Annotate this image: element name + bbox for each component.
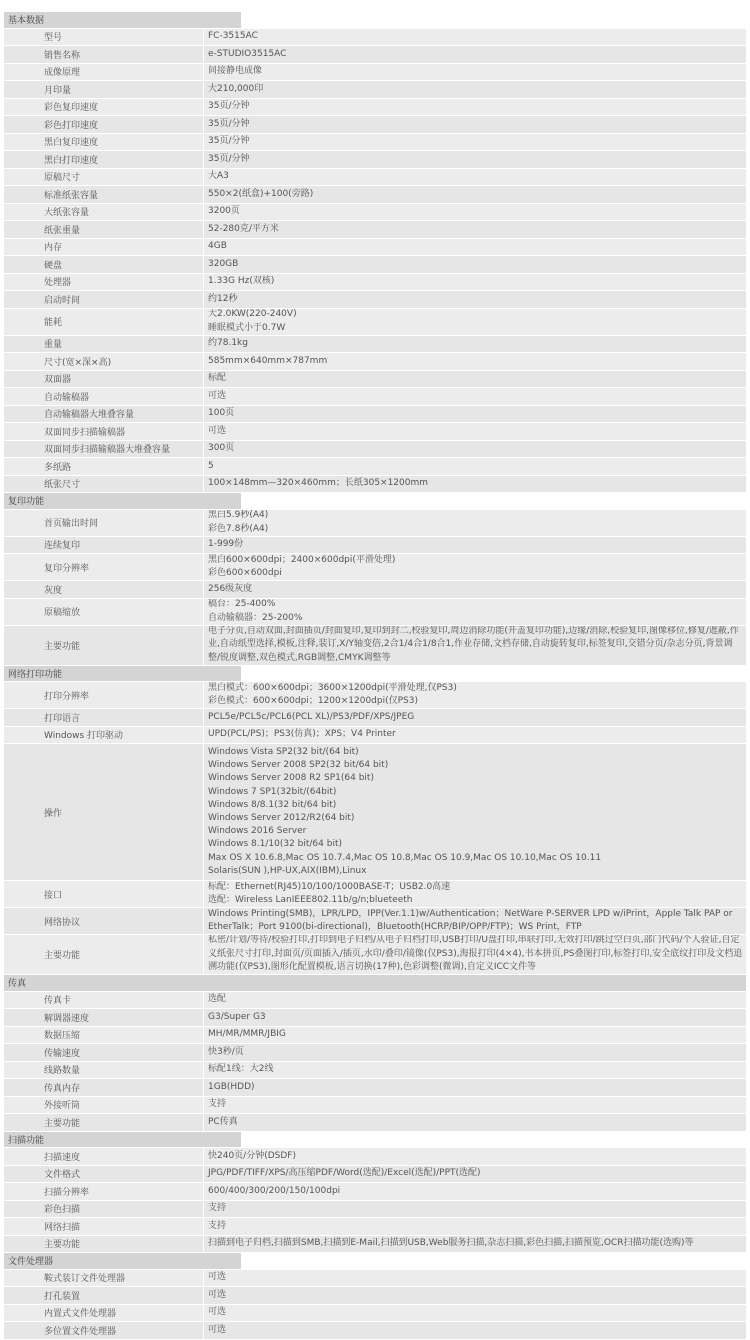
spec-value-line: 睡眠模式小于0.7W [208, 322, 286, 333]
spec-value-line: 黑白模式：600×600dpi；3600×1200dpi(平滑处理,仅PS3) [208, 682, 457, 693]
spec-value [203, 406, 746, 423]
spec-value-line: 100页 [208, 408, 235, 419]
spec-value [203, 1305, 746, 1322]
spec-row [4, 744, 746, 881]
spec-label: 标准纸张容量 [44, 190, 99, 201]
spec-value-line: Windows Server 2008 SP2(32 bit/64 bit) [208, 760, 389, 771]
spec-value-line: 黑白5.9秒(A4) [208, 510, 269, 521]
section-title: 传真 [4, 975, 746, 991]
section-title: 网络打印功能 [4, 666, 241, 682]
spec-value [203, 626, 746, 665]
spec-value [203, 1062, 746, 1079]
spec-value-line: 35页/分钟 [208, 136, 250, 147]
spec-value-line: 快3秒/页 [208, 1046, 244, 1057]
spec-label: 启动时间 [44, 295, 81, 306]
spec-label: 大纸张容量 [44, 208, 90, 219]
spec-value-line: Windows 7 SP1(32bit/(64bit) [208, 786, 337, 797]
spec-label: 首页输出时间 [44, 519, 99, 529]
spec-row [4, 682, 746, 709]
spec-value-line: Windows Server 2008 R2 SP1(64 bit) [208, 773, 374, 784]
spec-value-line: Solaris(SUN ),HP-UX,AIX(IBM),Linux [208, 865, 367, 876]
spec-row [4, 1009, 746, 1027]
spec-value [203, 309, 746, 335]
spec-value-line: 可选 [208, 390, 227, 401]
spec-value [203, 46, 746, 63]
spec-value-line: 支持 [208, 1220, 227, 1231]
spec-label: 重量 [44, 340, 63, 351]
spec-value-line: 可选 [208, 425, 227, 436]
spec-label: 内存 [44, 243, 63, 254]
spec-value-line: 35页/分钟 [208, 153, 250, 164]
spec-label: 自动输稿器 [44, 392, 90, 403]
spec-label: 主要功能 [44, 641, 81, 652]
spec-value-line: 标配：Ethernet(RJ45)10/100/1000BASE-T；USB2.0高速 [208, 881, 451, 892]
spec-value-line: 5 [208, 460, 214, 471]
spec-row [4, 388, 746, 406]
spec-value [203, 458, 746, 475]
spec-value [203, 1166, 746, 1183]
spec-value-line: Windows Server 2012/R2(64 bit) [208, 813, 355, 824]
spec-label: 彩色扫描 [44, 1205, 81, 1216]
spec-value [203, 1287, 746, 1304]
spec-value [203, 134, 746, 151]
spec-row [4, 309, 746, 336]
spec-value-line: 自动输稿器：25-200% [208, 612, 303, 623]
spec-value-line: 大2.0KW(220-240V) [208, 309, 297, 320]
spec-label: 数据压缩 [44, 1031, 81, 1042]
spec-label: 多位置文件处理器 [44, 1326, 117, 1337]
spec-value [203, 476, 746, 493]
spec-value [203, 99, 746, 116]
spec-label: 鞍式装订文件处理器 [44, 1274, 126, 1285]
spec-value-line: 52-280克/平方米 [208, 223, 279, 234]
spec-value-line: 电子分页,自动双面,封面插页/封面复印,复印到封二,校验复印,周边消除功能(开盖复印功能),边缘/消除,校验复印,图像移位,修复/遮蔽,作业,自动纸型选择,模板,注释,装订,X/Y轴变倍,2合1/4合1/8合1,作业存储,文档存储,自动旋转复印,标签复印,交错分页/杂志分页,背景调整/锐度调整,双色模式,RGB调整,CMYK调整等 [208, 625, 739, 663]
spec-row [4, 1218, 746, 1236]
spec-value [203, 881, 746, 907]
spec-label: 月印量 [44, 85, 72, 96]
spec-value [203, 744, 746, 880]
spec-row [4, 1027, 746, 1045]
spec-label: 主要功能 [44, 1118, 81, 1129]
spec-row [4, 908, 746, 935]
spec-row [4, 554, 746, 581]
spec-row [4, 406, 746, 424]
spec-label: 内置式文件处理器 [44, 1309, 117, 1320]
spec-row [4, 881, 746, 908]
spec-value-line: JPG/PDF/TIFF/XPS/高压缩PDF/Word(选配)/Excel(选配)/PPT(选配) [208, 1168, 481, 1179]
section-title: 复印功能 [4, 493, 241, 509]
spec-value [203, 599, 746, 625]
section-title: 文件处理器 [4, 1253, 241, 1269]
spec-row [4, 353, 746, 371]
spec-value-line: 约12秒 [208, 293, 238, 304]
spec-value-line: UPD(PCL/PS)；PS3(仿真)；XPS；V4 Printer [208, 729, 396, 740]
spec-value-line: G3/Super G3 [208, 1011, 266, 1022]
spec-value [203, 1218, 746, 1235]
spec-label: 双面同步扫描输稿器 [44, 427, 126, 438]
spec-value [203, 116, 746, 133]
spec-row [4, 626, 746, 666]
spec-label: 操作 [44, 808, 63, 819]
spec-label: 打印语言 [44, 713, 81, 724]
spec-label: 原稿缩放 [44, 608, 81, 618]
spec-value-line: 大210,000印 [208, 83, 264, 94]
spec-value-line: Max OS X 10.6.8,Mac OS 10.7.4,Mac OS 10.8,Mac OS 10.9,Mac OS 10.10,Mac OS 10.11 [208, 852, 602, 863]
spec-label: 外接听筒 [44, 1101, 81, 1112]
spec-value [203, 239, 746, 256]
spec-value [203, 353, 746, 370]
spec-row [4, 1322, 746, 1340]
spec-label: 双面同步扫描输稿器大堆叠容量 [44, 445, 171, 456]
spec-value [203, 1079, 746, 1096]
spec-value-line: PC传真 [208, 1116, 238, 1127]
spec-label: 自动输稿器大堆叠容量 [44, 410, 135, 421]
spec-row [4, 169, 746, 187]
spec-label: 纸张重量 [44, 225, 81, 236]
spec-row [4, 458, 746, 476]
spec-value [203, 151, 746, 168]
spec-value-line: 大A3 [208, 171, 229, 182]
spec-label: 纸张尺寸 [44, 480, 81, 491]
spec-row [4, 29, 746, 47]
spec-value-line: 可选 [208, 1272, 227, 1283]
spec-label: 型号 [44, 33, 63, 44]
spec-value-line: 1GB(HDD) [208, 1081, 255, 1092]
spec-row [4, 476, 746, 494]
spec-label: 传真卡 [44, 996, 72, 1007]
spec-label: 文件格式 [44, 1170, 81, 1181]
section-header [4, 493, 746, 510]
spec-label: 黑白复印速度 [44, 138, 99, 149]
spec-value-line: Windows 2016 Server [208, 826, 307, 837]
spec-value-line: 600/400/300/200/150/100dpi [208, 1185, 341, 1196]
spec-value [203, 581, 746, 598]
spec-value-line: 100×148mm—320×460mm；长纸305×1200mm [208, 478, 429, 489]
spec-value [203, 1322, 746, 1339]
spec-row [4, 599, 746, 626]
spec-label: 双面器 [44, 375, 72, 386]
spec-value [203, 1009, 746, 1026]
spec-value [203, 1027, 746, 1044]
spec-table [4, 12, 746, 1340]
spec-row [4, 1236, 746, 1254]
spec-row [4, 581, 746, 599]
spec-value-line: 550×2(纸盒)+100(旁路) [208, 188, 314, 199]
spec-value-line: 彩色600×600dpi [208, 568, 282, 578]
spec-value [203, 709, 746, 726]
spec-row [4, 99, 746, 117]
spec-row [4, 1305, 746, 1323]
spec-row [4, 992, 746, 1010]
spec-value-line: 支持 [208, 1203, 227, 1214]
spec-label: 主要功能 [44, 1240, 81, 1251]
spec-value-line: 300页 [208, 443, 235, 454]
spec-value-line: 标配1线：大2线 [208, 1064, 274, 1075]
spec-value [203, 1148, 746, 1165]
spec-value [203, 81, 746, 98]
spec-label: 尺寸(宽×深×高) [44, 357, 112, 368]
spec-label: 接口 [44, 890, 63, 901]
spec-row [4, 221, 746, 239]
spec-label: 原稿尺寸 [44, 173, 81, 184]
spec-value-line: 选配 [208, 994, 227, 1005]
spec-value [203, 908, 746, 934]
spec-row [4, 274, 746, 292]
spec-value [203, 1201, 746, 1218]
spec-row [4, 116, 746, 134]
spec-value-line: 彩色7.8秒(A4) [208, 523, 269, 534]
spec-value-line: 4GB [208, 241, 227, 252]
spec-value-line: FC-3515AC [208, 31, 258, 42]
spec-label: 复印分辨率 [44, 563, 90, 574]
spec-label: 扫描速度 [44, 1152, 81, 1163]
spec-row [4, 935, 746, 975]
spec-row [4, 81, 746, 99]
spec-value-line: Windows 8.1/10(32 bit/64 bit) [208, 839, 342, 850]
spec-value-line: 35页/分钟 [208, 101, 250, 112]
spec-label: 硬盘 [44, 260, 63, 271]
spec-label: 解调器速度 [44, 1013, 90, 1024]
spec-value-line: 3200页 [208, 206, 240, 217]
spec-row [4, 46, 746, 64]
spec-row [4, 709, 746, 727]
spec-row [4, 727, 746, 745]
spec-row [4, 134, 746, 152]
spec-value [203, 336, 746, 353]
spec-value-line: 35页/分钟 [208, 118, 250, 129]
spec-value-line: 扫描到电子归档,扫描到SMB,扫描到E-Mail,扫描到USB,Web服务扫描,杂志扫描,彩色扫描,扫描预览,OCR扫描功能(选购)等 [208, 1238, 694, 1249]
spec-value-line: 585mm×640mm×787mm [208, 355, 328, 366]
spec-row [4, 239, 746, 257]
spec-value [203, 1114, 746, 1131]
spec-value-line: 选配：Wireless LanIEEE802.11b/g/n;blueteeth [208, 895, 413, 906]
spec-value [203, 1270, 746, 1287]
spec-row [4, 1148, 746, 1166]
spec-label: 主要功能 [44, 951, 81, 962]
spec-value-line: 可选 [208, 1307, 227, 1318]
spec-row [4, 186, 746, 204]
spec-value-line: e-STUDIO3515AC [208, 48, 287, 59]
spec-value [203, 554, 746, 580]
spec-row [4, 1201, 746, 1219]
spec-value-line: 支持 [208, 1099, 227, 1110]
spec-value [203, 1097, 746, 1114]
section-title: 基本数据 [4, 12, 241, 28]
spec-label: 连续复印 [44, 541, 81, 552]
spec-value-line: 私密/计划/等待/校验打印,打印到电子归档/从电子归档打印,USB打印/U盘打印,串联打印,无效打印/跳过空白页,部门代码/个人验证,自定义纸张尺寸打印,封面页/页面插入/插页,水印/叠印/镜像(仅PS3),海报打印(4×4),书本拼页,PS叠图打印,标签打印,安全底纹打印及文档追溯功能(仅PS3),图形化配置模板,语言切换(17种),色彩调整(微调),自定义ICC文件等 [208, 935, 743, 973]
spec-value-line: 标配 [208, 373, 227, 384]
section-header [4, 666, 746, 683]
spec-value [203, 186, 746, 203]
spec-label: 灰度 [44, 585, 63, 596]
spec-row [4, 1183, 746, 1201]
spec-value-line: 黑白600×600dpi；2400×600dpi(平滑处理) [208, 554, 396, 565]
spec-label: Windows 打印驱动 [44, 731, 124, 742]
spec-value-line: 可选 [208, 1324, 227, 1335]
spec-row [4, 1166, 746, 1184]
spec-label: 成像原理 [44, 68, 81, 79]
spec-label: 打印分辨率 [44, 691, 90, 702]
spec-row [4, 1044, 746, 1062]
spec-row [4, 151, 746, 169]
section-header [4, 1253, 746, 1270]
spec-value [203, 423, 746, 440]
spec-value [203, 291, 746, 308]
spec-value-line: Windows Printing(SMB)，LPR/LPD，IPP(Ver.1.1)w/Authentication；NetWare P-SERVER LPD w/iPrint，Apple Talk PAP or EtherTalk；Port 9100(bi-directional)，Bluetooth(HCRP/BIP/OPP/FTP)；WS Print，FTP [208, 908, 733, 933]
spec-row [4, 1097, 746, 1115]
spec-row [4, 1114, 746, 1132]
spec-value [203, 274, 746, 291]
spec-label: 打孔装置 [44, 1291, 81, 1302]
section-header [4, 1132, 746, 1149]
spec-row [4, 256, 746, 274]
spec-label: 扫描分辨率 [44, 1187, 90, 1198]
spec-label: 彩色复印速度 [44, 103, 99, 114]
spec-value [203, 204, 746, 221]
spec-value-line: 1-999份 [208, 539, 244, 550]
spec-label: 传真内存 [44, 1083, 81, 1094]
spec-value [203, 64, 746, 81]
spec-value-line: 可选 [208, 1289, 227, 1300]
spec-label: 线路数量 [44, 1066, 81, 1077]
spec-label: 传输速度 [44, 1048, 81, 1059]
spec-value [203, 221, 746, 238]
spec-value-line: 约78.1kg [208, 338, 248, 349]
spec-row [4, 1062, 746, 1080]
spec-row [4, 441, 746, 459]
spec-value [203, 169, 746, 186]
spec-label: 彩色打印速度 [44, 120, 99, 131]
spec-label: 多纸路 [44, 462, 72, 473]
spec-row [4, 204, 746, 222]
spec-value-line: Windows Vista SP2(32 bit/(64 bit) [208, 747, 359, 757]
spec-value-line: 彩色模式：600×600dpi；1200×1200dpi(仅PS3) [208, 696, 418, 706]
spec-row [4, 371, 746, 389]
spec-value-line: 1.33G Hz(双核) [208, 276, 275, 287]
spec-value [203, 992, 746, 1009]
section-header [4, 975, 746, 992]
spec-label: 网络协议 [44, 917, 81, 928]
spec-value-line: 间接静电成像 [208, 66, 263, 77]
spec-value [203, 1183, 746, 1200]
spec-value [203, 388, 746, 405]
spec-row [4, 510, 746, 537]
spec-row [4, 1287, 746, 1305]
spec-value [203, 441, 746, 458]
spec-value-line: MH/MR/MMR/JBIG [208, 1029, 286, 1040]
spec-value-line: Windows 8/8.1(32 bit/64 bit) [208, 799, 337, 810]
spec-row [4, 291, 746, 309]
spec-row [4, 336, 746, 354]
spec-value-line: PCL5e/PCL5c/PCL6(PCL XL)/PS3/PDF/XPS/JPEG [208, 711, 415, 722]
spec-label: 网络扫描 [44, 1222, 81, 1233]
spec-value-line: 快240页/分钟(DSDF) [208, 1150, 296, 1161]
spec-row [4, 537, 746, 555]
spec-value-line: 256级灰度 [208, 583, 253, 594]
spec-value [203, 935, 746, 974]
spec-value [203, 727, 746, 744]
spec-row [4, 423, 746, 441]
spec-label: 处理器 [44, 278, 72, 289]
spec-row [4, 64, 746, 82]
section-header [4, 12, 746, 29]
spec-value-line: 320GB [208, 258, 239, 269]
spec-label: 能耗 [44, 318, 63, 328]
spec-label: 黑白打印速度 [44, 155, 99, 166]
spec-row [4, 1079, 746, 1097]
spec-value [203, 371, 746, 388]
spec-value [203, 1044, 746, 1061]
spec-value [203, 1236, 746, 1253]
spec-value [203, 510, 746, 536]
spec-value-line: 稿台：25-400% [208, 599, 276, 610]
spec-row [4, 1270, 746, 1288]
section-title: 扫描功能 [4, 1132, 241, 1148]
spec-label: 销售名称 [44, 50, 81, 61]
spec-value [203, 682, 746, 708]
spec-value [203, 537, 746, 554]
spec-value [203, 29, 746, 46]
spec-value [203, 256, 746, 273]
